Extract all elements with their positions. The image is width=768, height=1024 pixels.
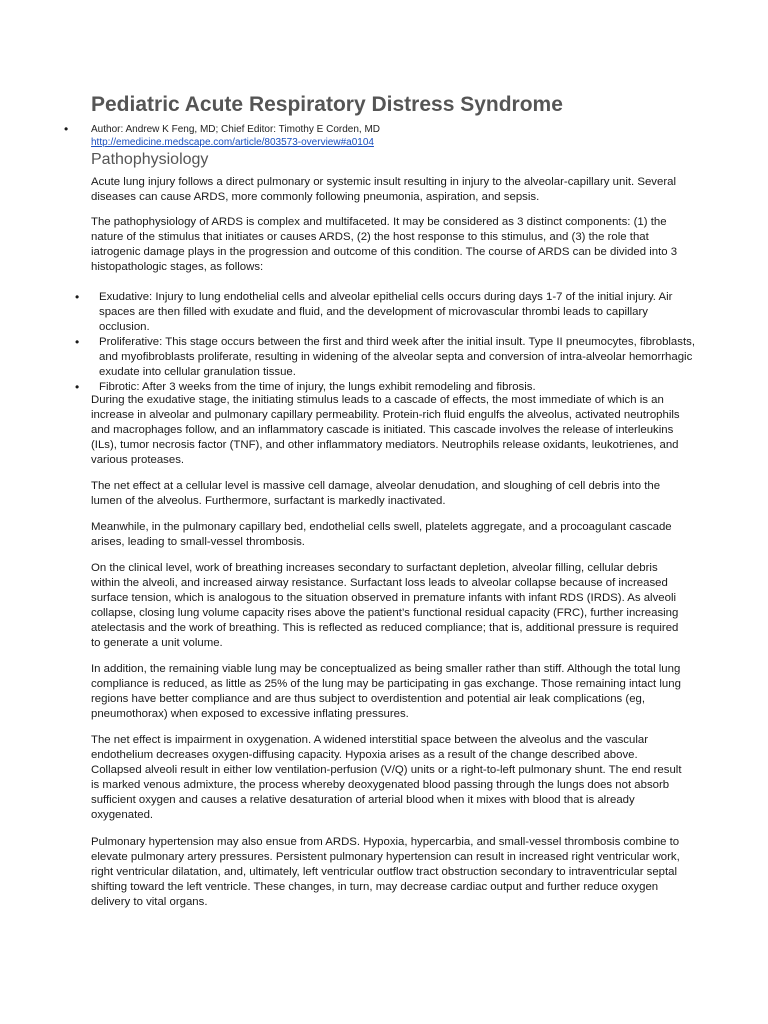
paragraph-clinical-level: On the clinical level, work of breathing increases secondary to surfactant depletion, alveolar filling, cellular debris within the alveoli, and increased airway resistance. Surfactant loss leads to alveolar collapse because of increased surface tension, which is analogous to the situation observed in premature infants with infant RDS (IRDS). As alveoli collapse, closing lung volume capacity rises above the patient’s functional residual capacity (FRC), further increasing atelectasis and the work of breathing. This is reflected as reduced compliance; that is, additional pressure is required to generate a unit volume. (91, 562, 679, 649)
bullet: • (75, 335, 80, 349)
stages-list (75, 290, 695, 395)
source-link[interactable]: http://emedicine.medscape.com/article/803573-overview#a0104 (91, 137, 374, 148)
paragraph-cellular-effect: The net effect at a cellular level is massive cell damage, alveolar denudation, and sloughing of cell debris into the lumen of the alveolus. Furthermore, surfactant is markedly inactivated. (91, 480, 661, 507)
list-item-text: Exudative: Injury to lung endothelial cells and alveolar epithelial cells occurs during days 1-7 of the initial injury. Air spaces are then filled with exudate and fluid, and the development of microvascular thrombi leads to capillary occlusion. (99, 291, 673, 333)
list-item-text: Fibrotic: After 3 weeks from the time of injury, the lungs exhibit remodeling and fibrosis. (99, 381, 536, 393)
bullet: • (75, 380, 80, 394)
paragraph-pulmonary-hypertension: Pulmonary hypertension may also ensue from ARDS. Hypoxia, hypercarbia, and small-vessel thrombosis combine to elevate pulmonary artery pressures. Persistent pulmonary hypertension can result in increased right ventricular work, right ventricular dilatation, and, ultimately, left ventricular outflow tract obstruction secondary to intraventricular septal shifting toward the left ventricle. These changes, in turn, may decrease cardiac output and further reduce oxygen delivery to vital organs. (91, 836, 680, 908)
list-item-exudative (75, 290, 695, 335)
list-item-text: Proliferative: This stage occurs between the first and third week after the initial insult. Type II pneumocytes, fibroblasts, and myofibroblasts proliferate, resulting in widening of the alveolar septa and conversion of intra-alveolar hemorrhagic exudate into cellular granulation tissue. (99, 336, 695, 378)
section-heading: Pathophysiology (91, 151, 209, 168)
paragraph-viable-lung: In addition, the remaining viable lung may be conceptualized as being smaller rather than stiff. Although the total lung compliance is reduced, as little as 25% of the lung may be participating in gas exchange. Those remaining intact lung regions have better compliance and are thus subject to overdistention and potential air leak complications (eg, pneumothorax) when exposed to excessive inflating pressures. (91, 663, 681, 720)
paragraph-components: The pathophysiology of ARDS is complex and multifaceted. It may be considered as 3 distinct components: (1) the nature of the stimulus that initiates or causes ARDS, (2) the host response to this stimulus, and (3) the role that iatrogenic damage plays in the progression and outcome of this condition. The course of ARDS can be divided into 3 histopathologic stages, as follows: (91, 216, 678, 273)
paragraph-capillary-bed: Meanwhile, in the pulmonary capillary bed, endothelial cells swell, platelets aggregate, and a procoagulant cascade arises, leading to small-vessel thrombosis. (91, 521, 672, 548)
paragraph-exudative-stage: During the exudative stage, the initiating stimulus leads to a cascade of effects, the most immediate of which is an increase in alveolar and pulmonary capillary permeability. Protein-rich fluid engulfs the alveolus, activated neutrophils and macrophages follow, and an inflammatory cascade is initiated. This cascade involves the release of interleukins (ILs), tumor necrosis factor (TNF), and other inflammatory mediators. Neutrophils release oxidants, leukotrienes, and various proteases. (91, 394, 680, 466)
author-line: Author: Andrew K Feng, MD; Chief Editor: Timothy E Corden, MD (91, 124, 381, 135)
paragraph-intro: Acute lung injury follows a direct pulmonary or systemic insult resulting in injury to the alveolar-capillary unit. Several diseases can cause ARDS, more commonly following pneumonia, aspiration, and sepsis. (91, 176, 676, 203)
page-title: Pediatric Acute Respiratory Distress Syndrome (91, 93, 563, 116)
author-bullet: • (64, 122, 69, 136)
list-item-proliferative (75, 335, 695, 380)
paragraph-oxygenation: The net effect is impairment in oxygenation. A widened interstitial space between the alveolus and the vascular endothelium decreases oxygen-diffusing capacity. Hypoxia arises as a result of the change described above. Collapsed alveoli result in either low ventilation-perfusion (V/Q) units or a right-to-left pulmonary shunt. The end result is marked venous admixture, the process whereby deoxygenated blood passing through the lungs does not absorb sufficient oxygen and causes a relative desaturation of arterial blood when it mixes with blood that is already oxygenated. (91, 734, 682, 821)
bullet: • (75, 290, 80, 304)
